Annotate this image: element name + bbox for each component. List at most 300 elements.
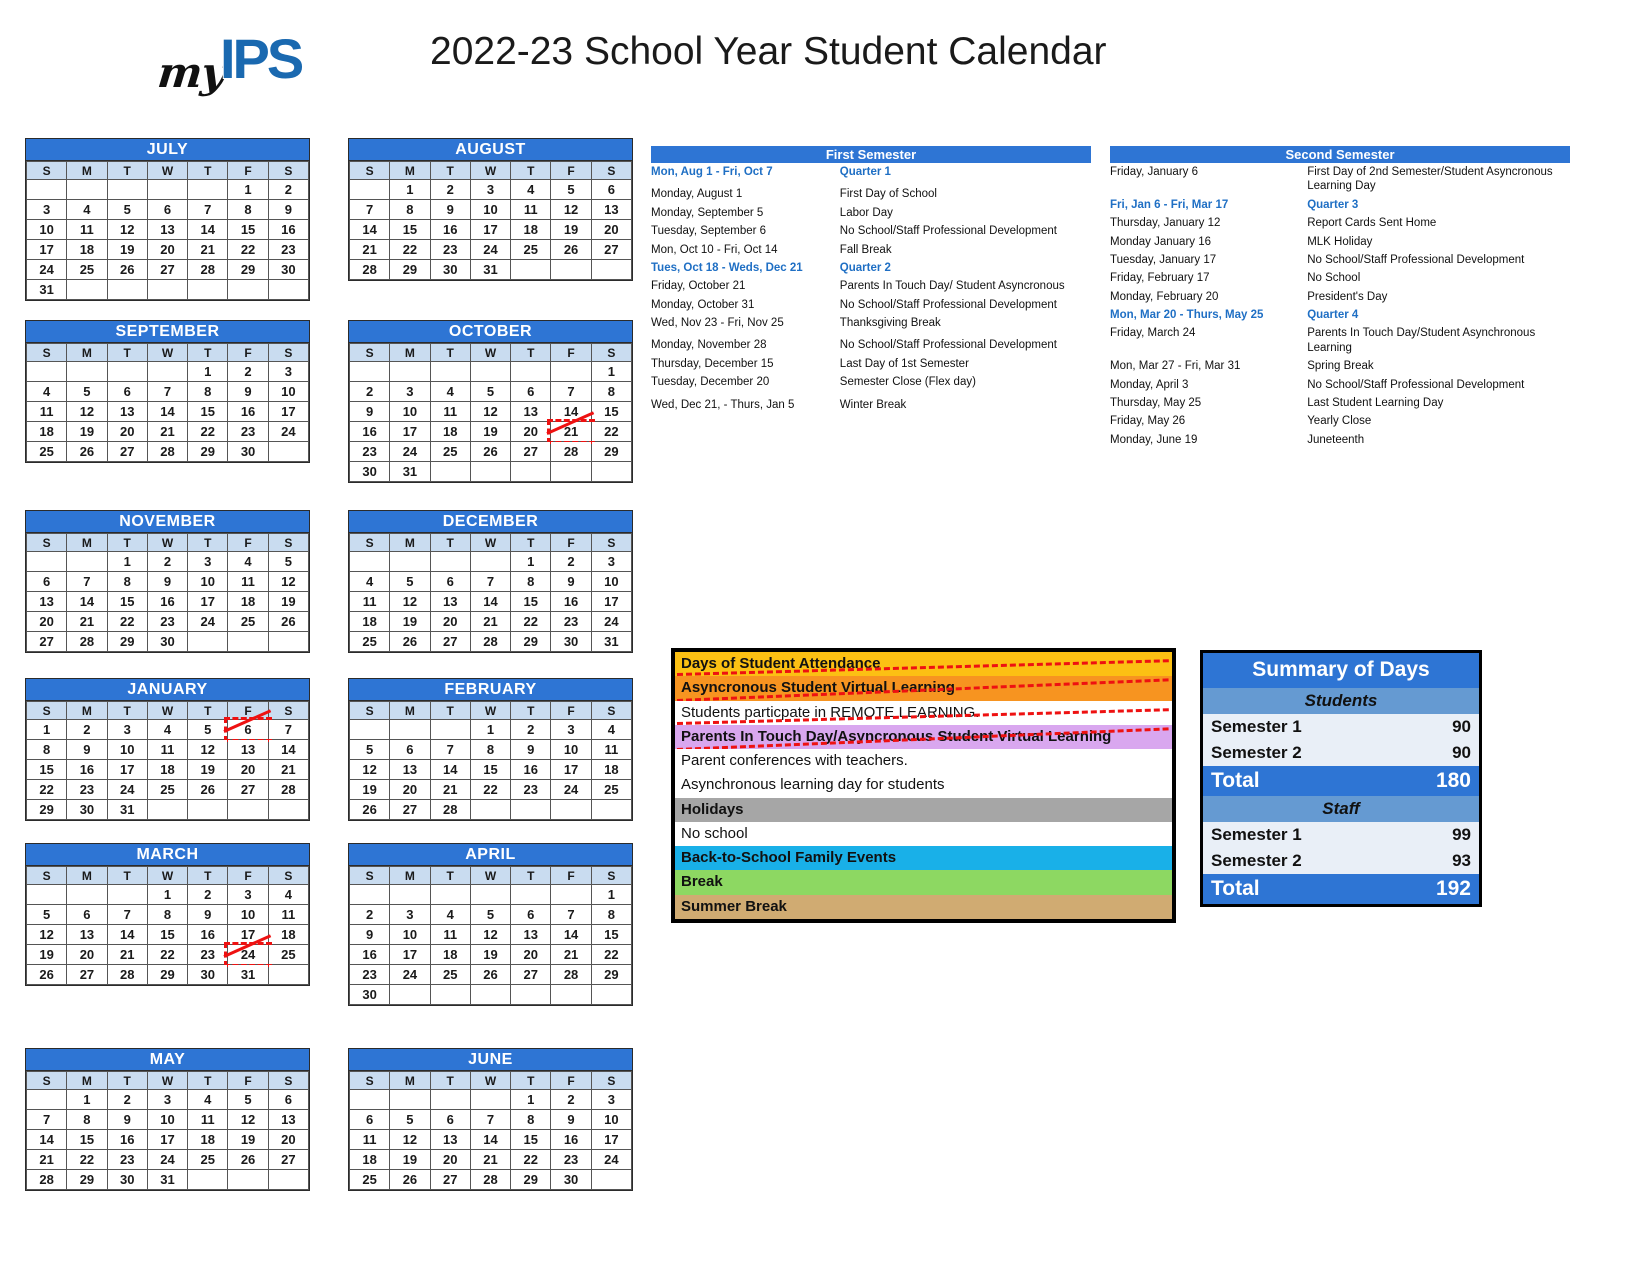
week-row — [350, 885, 632, 905]
day-cell: 19 — [551, 220, 591, 240]
day-cell: 16 — [268, 220, 308, 240]
day-cell: 26 — [470, 965, 510, 985]
day-cell: 7 — [470, 572, 510, 592]
day-cell: 20 — [268, 1130, 308, 1150]
week-row — [350, 985, 632, 1005]
day-cell: 17 — [390, 422, 430, 442]
day-cell-empty — [350, 362, 390, 382]
day-cell: 4 — [228, 552, 268, 572]
weekday-header: T — [430, 534, 470, 552]
summary-row — [1203, 822, 1479, 848]
month-june — [348, 1048, 633, 1191]
day-cell: 16 — [147, 592, 187, 612]
day-cell: 14 — [350, 220, 390, 240]
semester-date: Tuesday, December 20 — [651, 376, 770, 389]
day-cell: 22 — [107, 612, 147, 632]
weekday-header: S — [27, 702, 67, 720]
day-cell-empty — [188, 280, 228, 300]
weekday-header: M — [67, 702, 107, 720]
day-cell: 6 — [511, 382, 551, 402]
day-cell: 23 — [67, 780, 107, 800]
semester-date: Monday, October 31 — [651, 298, 755, 311]
month-grid — [26, 533, 309, 652]
day-cell: 19 — [27, 945, 67, 965]
week-row — [27, 632, 309, 652]
day-cell-empty — [390, 552, 430, 572]
month-march — [25, 843, 310, 986]
month-title: MAY — [26, 1049, 309, 1071]
day-cell: 11 — [228, 572, 268, 592]
day-cell-empty — [430, 362, 470, 382]
week-row — [350, 240, 632, 260]
day-cell: 28 — [107, 965, 147, 985]
day-cell: 10 — [228, 905, 268, 925]
semester-event: Quarter 1 — [839, 166, 891, 178]
weekday-header: W — [470, 534, 510, 552]
day-cell: 4 — [188, 1090, 228, 1110]
day-cell: 15 — [67, 1130, 107, 1150]
day-cell: 4 — [511, 180, 551, 200]
weekday-header: S — [268, 1072, 308, 1090]
month-title: JANUARY — [26, 679, 309, 701]
summary-value: 90 — [1341, 714, 1479, 740]
day-cell: 14 — [147, 402, 187, 422]
day-cell: 3 — [470, 180, 510, 200]
legend-box — [671, 648, 1176, 923]
semester-event: First Day of School — [839, 188, 937, 201]
day-cell: 26 — [188, 780, 228, 800]
day-cell: 6 — [350, 1110, 390, 1130]
weekday-header: S — [27, 1072, 67, 1090]
weekday-header: M — [390, 344, 430, 362]
day-cell: 26 — [67, 442, 107, 462]
day-cell: 23 — [147, 612, 187, 632]
day-cell: 16 — [511, 760, 551, 780]
weekday-header: F — [551, 702, 591, 720]
week-row — [27, 945, 309, 965]
week-row — [350, 592, 632, 612]
day-cell: 13 — [67, 925, 107, 945]
weekday-header: M — [67, 344, 107, 362]
week-row — [27, 800, 309, 820]
semester-row — [1110, 376, 1570, 394]
week-row — [350, 1090, 632, 1110]
day-cell-empty — [27, 362, 67, 382]
day-cell: 13 — [591, 200, 631, 220]
day-cell-empty — [147, 180, 187, 200]
semester-row — [1110, 431, 1570, 449]
semester-row — [651, 314, 1091, 332]
day-cell: 8 — [511, 1110, 551, 1130]
day-cell: 12 — [228, 1110, 268, 1130]
day-cell: 29 — [188, 442, 228, 462]
weekday-header: F — [228, 344, 268, 362]
first-semester-block — [651, 146, 1091, 414]
week-row — [27, 200, 309, 220]
day-cell: 15 — [27, 760, 67, 780]
day-cell-empty — [430, 552, 470, 572]
day-cell: 18 — [591, 760, 631, 780]
day-cell-empty — [350, 552, 390, 572]
day-cell: 20 — [430, 612, 470, 632]
semester-row — [651, 222, 1091, 240]
semester-row — [651, 204, 1091, 222]
day-cell-empty — [188, 800, 228, 820]
day-cell: 1 — [147, 885, 187, 905]
day-cell-empty — [107, 280, 147, 300]
semester-row — [1110, 233, 1570, 251]
semester-event: No School/Staff Professional Development — [1307, 253, 1525, 266]
day-cell: 19 — [107, 240, 147, 260]
weekday-header: F — [551, 162, 591, 180]
week-row — [350, 945, 632, 965]
day-cell: 15 — [107, 592, 147, 612]
day-cell: 29 — [591, 442, 631, 462]
day-cell: 3 — [268, 362, 308, 382]
day-cell: 2 — [147, 552, 187, 572]
weekday-header: F — [228, 702, 268, 720]
day-cell: 20 — [511, 422, 551, 442]
day-cell: 25 — [350, 632, 390, 652]
day-cell: 23 — [350, 442, 390, 462]
weekday-header-row — [350, 1072, 632, 1090]
day-cell: 22 — [591, 945, 631, 965]
semester-row — [1110, 306, 1570, 324]
month-title: NOVEMBER — [26, 511, 309, 533]
weekday-header: F — [551, 534, 591, 552]
day-cell: 13 — [268, 1110, 308, 1130]
day-cell: 19 — [268, 592, 308, 612]
weekday-header-row — [27, 867, 309, 885]
weekday-header: M — [390, 702, 430, 720]
day-cell: 5 — [27, 905, 67, 925]
semester-date: Friday, February 17 — [1110, 272, 1210, 285]
month-january — [25, 678, 310, 821]
day-cell: 30 — [188, 965, 228, 985]
summary-value: 90 — [1341, 740, 1479, 766]
day-cell: 1 — [511, 1090, 551, 1110]
week-row — [350, 572, 632, 592]
week-row — [27, 905, 309, 925]
day-cell: 19 — [67, 422, 107, 442]
week-row — [27, 720, 309, 740]
day-cell: 18 — [350, 1150, 390, 1170]
day-cell: 21 — [470, 1150, 510, 1170]
week-row — [350, 442, 632, 462]
day-cell: 15 — [511, 1130, 551, 1150]
weekday-header: W — [147, 1072, 187, 1090]
day-cell: 28 — [27, 1170, 67, 1190]
day-cell: 8 — [390, 200, 430, 220]
week-row — [350, 402, 632, 422]
day-cell: 16 — [67, 760, 107, 780]
month-grid — [26, 343, 309, 462]
semester-event: President's Day — [1307, 290, 1388, 303]
day-cell: 25 — [430, 442, 470, 462]
weekday-header: F — [551, 344, 591, 362]
day-cell: 24 — [147, 1150, 187, 1170]
day-cell: 15 — [228, 220, 268, 240]
semester-row — [1110, 324, 1570, 357]
month-title: FEBRUARY — [349, 679, 632, 701]
day-cell: 29 — [591, 965, 631, 985]
semester-date: Friday, March 24 — [1110, 327, 1196, 340]
day-cell: 18 — [268, 925, 308, 945]
week-row — [350, 720, 632, 740]
day-cell: 27 — [591, 240, 631, 260]
day-cell: 21 — [27, 1150, 67, 1170]
day-cell: 27 — [268, 1150, 308, 1170]
weekday-header: T — [430, 1072, 470, 1090]
day-cell-empty — [350, 885, 390, 905]
semester-event: No School/Staff Professional Development — [839, 298, 1057, 311]
day-cell: 24 — [228, 945, 268, 965]
legend-row: Back-to-School Family Events — [675, 846, 1172, 870]
day-cell: 27 — [511, 965, 551, 985]
semester-row — [651, 259, 1091, 277]
day-cell-empty — [268, 280, 308, 300]
day-cell: 13 — [390, 760, 430, 780]
day-cell: 1 — [27, 720, 67, 740]
day-cell: 10 — [27, 220, 67, 240]
day-cell: 7 — [430, 740, 470, 760]
legend-row: Asyncronous Student Virtual Learning — [675, 676, 1172, 700]
day-cell: 10 — [390, 925, 430, 945]
day-cell: 18 — [188, 1130, 228, 1150]
day-cell: 11 — [67, 220, 107, 240]
day-cell: 5 — [390, 572, 430, 592]
semester-date: Mon, Mar 27 - Fri, Mar 31 — [1110, 360, 1241, 373]
day-cell-empty — [107, 362, 147, 382]
day-cell: 31 — [470, 260, 510, 280]
day-cell: 11 — [430, 402, 470, 422]
semester-event: Quarter 2 — [839, 261, 891, 274]
day-cell: 11 — [591, 740, 631, 760]
day-cell: 6 — [147, 200, 187, 220]
week-row — [27, 402, 309, 422]
semester-event: Juneteenth — [1307, 433, 1365, 446]
day-cell: 26 — [27, 965, 67, 985]
day-cell: 23 — [430, 240, 470, 260]
day-cell: 28 — [551, 965, 591, 985]
day-cell: 11 — [430, 925, 470, 945]
day-cell-empty — [470, 800, 510, 820]
day-cell-empty — [228, 632, 268, 652]
day-cell: 20 — [27, 612, 67, 632]
weekday-header: M — [390, 867, 430, 885]
semester-event: Winter Break — [839, 398, 907, 411]
day-cell: 14 — [551, 402, 591, 422]
semester-date: Mon, Aug 1 - Fri, Oct 7 — [651, 166, 773, 178]
day-cell: 30 — [147, 632, 187, 652]
day-cell-empty — [591, 985, 631, 1005]
week-row — [350, 1110, 632, 1130]
day-cell: 17 — [551, 760, 591, 780]
legend-row: No school — [675, 822, 1172, 846]
month-title: DECEMBER — [349, 511, 632, 533]
semester-event: No School/Staff Professional Development — [1307, 378, 1525, 391]
day-cell: 14 — [268, 740, 308, 760]
day-cell-empty — [430, 1090, 470, 1110]
day-cell-empty — [268, 965, 308, 985]
day-cell: 9 — [430, 200, 470, 220]
day-cell: 3 — [27, 200, 67, 220]
week-row — [350, 180, 632, 200]
semester-row — [651, 336, 1091, 354]
day-cell: 31 — [591, 632, 631, 652]
weekday-header: M — [67, 1072, 107, 1090]
day-cell: 25 — [268, 945, 308, 965]
day-cell: 6 — [591, 180, 631, 200]
day-cell: 11 — [147, 740, 187, 760]
day-cell: 29 — [27, 800, 67, 820]
weekday-header: S — [350, 1072, 390, 1090]
day-cell: 26 — [390, 632, 430, 652]
day-cell: 20 — [591, 220, 631, 240]
weekday-header: T — [511, 344, 551, 362]
day-cell: 1 — [107, 552, 147, 572]
day-cell-empty — [470, 552, 510, 572]
semester-event: Spring Break — [1307, 360, 1374, 373]
day-cell: 20 — [511, 945, 551, 965]
day-cell: 28 — [470, 632, 510, 652]
day-cell-empty — [27, 1090, 67, 1110]
day-cell: 13 — [107, 402, 147, 422]
month-grid — [349, 533, 632, 652]
day-cell: 28 — [67, 632, 107, 652]
semester-event: Parents In Touch Day/ Student Asyncronous — [839, 280, 1065, 293]
weekday-header: W — [470, 344, 510, 362]
semester-row — [651, 296, 1091, 314]
weekday-header: S — [591, 702, 631, 720]
day-cell-empty — [470, 885, 510, 905]
day-cell: 3 — [188, 552, 228, 572]
first-semester-title: First Semester — [651, 146, 1091, 163]
day-cell: 8 — [67, 1110, 107, 1130]
day-cell: 10 — [188, 572, 228, 592]
day-cell-empty — [511, 362, 551, 382]
day-cell: 3 — [228, 885, 268, 905]
semester-event: First Day of 2nd Semester/Student Asyncronous Learning Day — [1307, 166, 1553, 193]
day-cell: 12 — [27, 925, 67, 945]
day-cell: 15 — [147, 925, 187, 945]
semester-date: Monday, September 5 — [651, 206, 764, 219]
day-cell: 18 — [67, 240, 107, 260]
day-cell: 23 — [551, 1150, 591, 1170]
week-row — [350, 382, 632, 402]
day-cell: 18 — [511, 220, 551, 240]
month-grid — [26, 161, 309, 300]
first-semester-table — [651, 163, 1091, 414]
day-cell: 25 — [147, 780, 187, 800]
week-row — [350, 1130, 632, 1150]
day-cell: 24 — [390, 442, 430, 462]
summary-label: Semester 1 — [1203, 822, 1341, 848]
day-cell: 12 — [188, 740, 228, 760]
weekday-header: F — [228, 1072, 268, 1090]
weekday-header: S — [591, 534, 631, 552]
weekday-header: F — [228, 534, 268, 552]
day-cell: 29 — [390, 260, 430, 280]
month-december — [348, 510, 633, 653]
day-cell: 27 — [511, 442, 551, 462]
day-cell: 15 — [470, 760, 510, 780]
week-row — [27, 1150, 309, 1170]
day-cell: 4 — [430, 382, 470, 402]
day-cell: 2 — [350, 382, 390, 402]
day-cell: 22 — [390, 240, 430, 260]
day-cell: 7 — [551, 905, 591, 925]
day-cell: 10 — [470, 200, 510, 220]
weekday-header: W — [147, 162, 187, 180]
day-cell: 1 — [67, 1090, 107, 1110]
day-cell: 10 — [551, 740, 591, 760]
day-cell: 16 — [188, 925, 228, 945]
day-cell: 21 — [67, 612, 107, 632]
day-cell: 1 — [591, 885, 631, 905]
day-cell: 9 — [551, 1110, 591, 1130]
week-row — [27, 1170, 309, 1190]
semester-date: Mon, Mar 20 - Thurs, May 25 — [1110, 309, 1264, 321]
week-row — [27, 965, 309, 985]
summary-label: Semester 2 — [1203, 740, 1341, 766]
day-cell: 13 — [511, 402, 551, 422]
day-cell: 11 — [188, 1110, 228, 1130]
day-cell: 25 — [67, 260, 107, 280]
month-title: JULY — [26, 139, 309, 161]
semester-event: Thanksgiving Break — [839, 317, 941, 329]
day-cell-empty — [188, 1170, 228, 1190]
day-cell-empty — [390, 885, 430, 905]
day-cell-empty — [551, 462, 591, 482]
day-cell: 24 — [268, 422, 308, 442]
month-grid — [349, 866, 632, 1005]
day-cell-empty — [228, 280, 268, 300]
day-cell: 20 — [147, 240, 187, 260]
day-cell: 3 — [390, 905, 430, 925]
day-cell: 8 — [228, 200, 268, 220]
day-cell: 23 — [107, 1150, 147, 1170]
weekday-header-row — [350, 162, 632, 180]
day-cell: 18 — [228, 592, 268, 612]
day-cell: 19 — [228, 1130, 268, 1150]
day-cell: 4 — [268, 885, 308, 905]
week-row — [350, 965, 632, 985]
day-cell: 20 — [107, 422, 147, 442]
day-cell-empty — [551, 800, 591, 820]
day-cell: 3 — [107, 720, 147, 740]
weekday-header-row — [350, 344, 632, 362]
day-cell: 8 — [188, 382, 228, 402]
week-row — [350, 612, 632, 632]
summary-label: Semester 1 — [1203, 714, 1341, 740]
weekday-header: T — [430, 702, 470, 720]
weekday-header: S — [591, 1072, 631, 1090]
day-cell-empty — [390, 985, 430, 1005]
day-cell-empty — [268, 442, 308, 462]
day-cell: 13 — [27, 592, 67, 612]
day-cell: 13 — [430, 592, 470, 612]
day-cell-empty — [188, 632, 228, 652]
day-cell: 12 — [390, 592, 430, 612]
day-cell: 27 — [147, 260, 187, 280]
day-cell: 30 — [350, 462, 390, 482]
month-grid — [349, 343, 632, 482]
weekday-header: W — [470, 162, 510, 180]
day-cell-empty — [107, 885, 147, 905]
month-february — [348, 678, 633, 821]
day-cell: 9 — [511, 740, 551, 760]
